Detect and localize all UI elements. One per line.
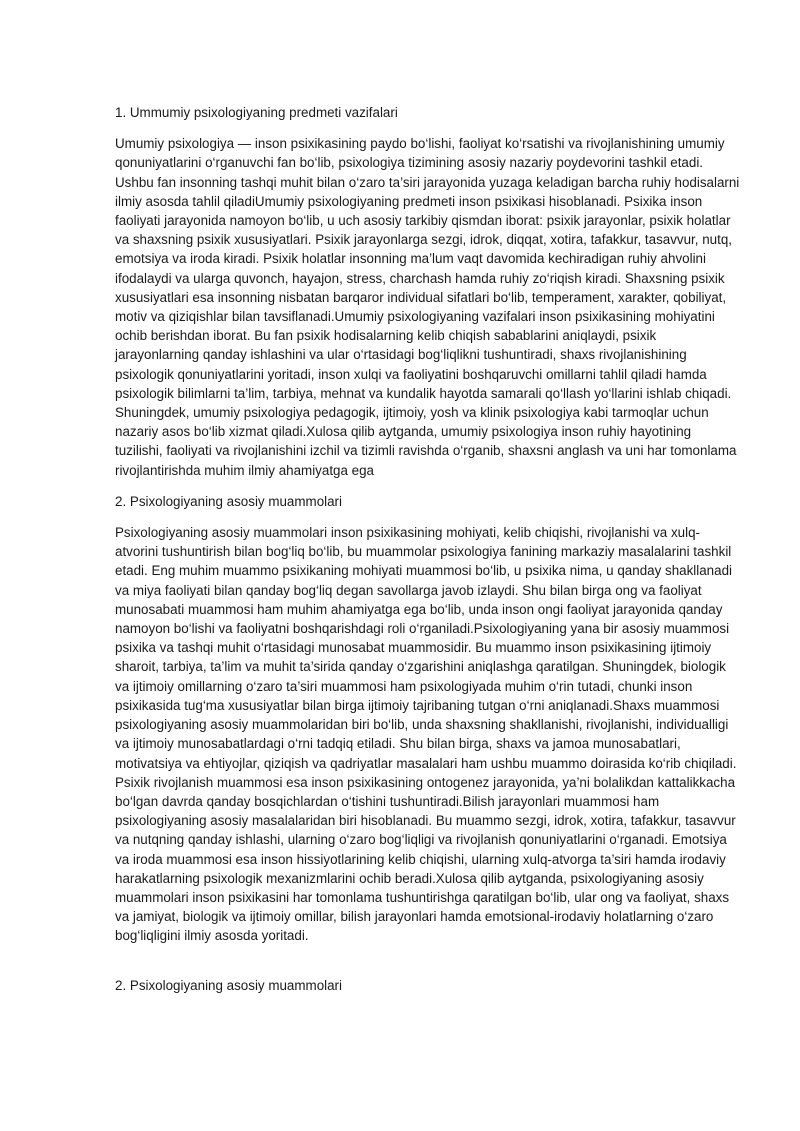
trailing-heading: 2. Psixologiyaning asosiy muammolari — [115, 977, 342, 993]
section-1-paragraph: Umumiy psixologiya — inson psixikasining paydo bo‘lishi, faoliyat ko‘rsatishi va rivojlanishining umumiy qonuniyatlarini o‘rganuvchi fan bo‘lib, psixologiya tizimining asosiy nazariy poydevorini tashkil etadi. Ushbu fan insonning tashqi muhit bilan o‘zaro ta’siri jarayonida yuzaga keladigan barcha ruhiy hodisalarni ilmiy asosda tahlil qiladiUmumiy psixologiyaning predmeti inson psixikasi hisoblanadi. Psixika inson faoliyati jarayonida namoyon bo‘lib, u uch asosiy tarkibiy qismdan iborat: psixik jarayonlar, psixik holatlar va shaxsning psixik xususiyatlari. Psixik jarayonlarga sezgi, idrok, diqqat, xotira, tafakkur, tasavvur, nutq, emotsiya va iroda kiradi. Psixik holatlar insonning ma’lum vaqt davomida kechiradigan ruhiy ahvolini ifodalaydi va ularga quvonch, hayajon, stress, charchash hamda ruhiy zo‘riqish kiradi. Shaxsning psixik xususiyatlari esa insonning nisbatan barqaror individual sifatlari bo‘lib, temperament, xarakter, qobiliyat, motiv va qiziqishlar bilan tavsiflanadi.Umumiy psixologiyaning vazifalari inson psixikasining mohiyatini ochib berishdan iborat. Bu fan psixik hodisalarning kelib chiqish sabablarini aniqlaydi, psixik jarayonlarning qanday ishlashini va ular o‘rtasidagi bog‘liqlikni tushuntiradi, shaxs rivojlanishining psixologik qonuniyatlarini yoritadi, inson xulqi va faoliyatini boshqaruvchi omillarni tahlil qiladi hamda psixologik bilimlarni ta’lim, tarbiya, mehnat va kundalik hayotda samarali qo‘llash yo‘llarini ishlab chiqadi. Shuningdek, umumiy psixologiya pedagogik, ijtimoiy, yosh va klinik psixologiya kabi tarmoqlar uchun nazariy asos bo‘lib xizmat qiladi.Xulosa qilib aytganda, umumiy psixologiya inson ruhiy hayotining tuzilishi, faoliyati va rivojlanishini izchil va tizimli ravishda o‘rganib, shaxsni anglash va uni har tomonlama rivojlantirishda muhim ilmiy ahamiyatga ega — [115, 136, 740, 478]
section-2-heading: 2. Psixologiyaning asosiy muammolari — [115, 493, 342, 509]
document-page — [115, 103, 741, 1007]
section-1-heading: 1. Ummumiy psixologiyaning predmeti vazifalari — [115, 105, 398, 120]
section-2-paragraph: Psixologiyaning asosiy muammolari inson psixikasining mohiyati, kelib chiqishi, rivojlanishi va xulq-atvorini tushuntirish bilan bog‘liq bo‘lib, bu muammolar psixologiya fanining markaziy masalalarini tashkil etadi. Eng muhim muammo psixikaning mohiyati muammosi bo‘lib, u psixika nima, u qanday shakllanadi va miya faoliyati bilan qanday bog‘liq degan savollarga javob izlaydi. Shu bilan birga ong va faoliyat munosabati muammosi ham muhim ahamiyatga ega bo‘lib, unda inson ongi faoliyat jarayonida qanday namoyon bo‘lishi va faoliyatni boshqarishdagi roli o‘rganiladi.Psixologiyaning yana bir asosiy muammosi psixika va tashqi muhit o‘rtasidagi munosabat muammosidir. Bu muammo inson psixikasining ijtimoiy sharoit, tarbiya, ta’lim va muhit ta’sirida qanday o‘zgarishini aniqlashga qaratilgan. Shuningdek, biologik va ijtimoiy omillarning o‘zaro ta’siri muammosi ham psixologiyada muhim o‘rin tutadi, chunki inson psixikasida tug‘ma xususiyatlar bilan birga ijtimoiy tajribaning tutgan o‘rni aniqlanadi.Shaxs muammosi psixologiyaning asosiy muammolaridan biri bo‘lib, unda shaxsning shakllanishi, rivojlanishi, individualligi va ijtimoiy munosabatlardagi o‘rni tadqiq etiladi. Shu bilan birga, shaxs va jamoa munosabatlari, motivatsiya va ehtiyojlar, qiziqish va qadriyatlar masalalari ham ushbu muammo doirasida ko‘rib chiqiladi. Psixik rivojlanish muammosi esa inson psixikasining ontogenez jarayonida, ya’ni bolalikdan kattalikkacha bo‘lgan davrda qanday bosqichlardan o‘tishini tushuntiradi.Bilish jarayonlari muammosi ham psixologiyaning asosiy masalalaridan biri hisoblanadi. Bu muammo sezgi, idrok, xotira, tafakkur, tasavvur va nutqning qanday ishlashi, ularning o‘zaro bog‘liqligi va rivojlanish qonuniyatlarini o‘rganadi. Emotsiya va iroda muammosi esa inson hissiyotlarining kelib chiqishi, ularning xulq-atvorga ta’siri hamda irodaviy harakatlarning psixologik mexanizmlarini ochib beradi.Xulosa qilib aytganda, psixologiyaning asosiy muammolari inson psixikasini har tomonlama tushuntirishga qaratilgan bo‘lib, ular ong va faoliyat, shaxs va jamiyat, biologik va ijtimoiy omillar, bilish jarayonlari hamda emotsional-irodaviy holatlarning o‘zaro bog‘liqligini ilmiy asosda yoritadi. — [115, 525, 737, 944]
